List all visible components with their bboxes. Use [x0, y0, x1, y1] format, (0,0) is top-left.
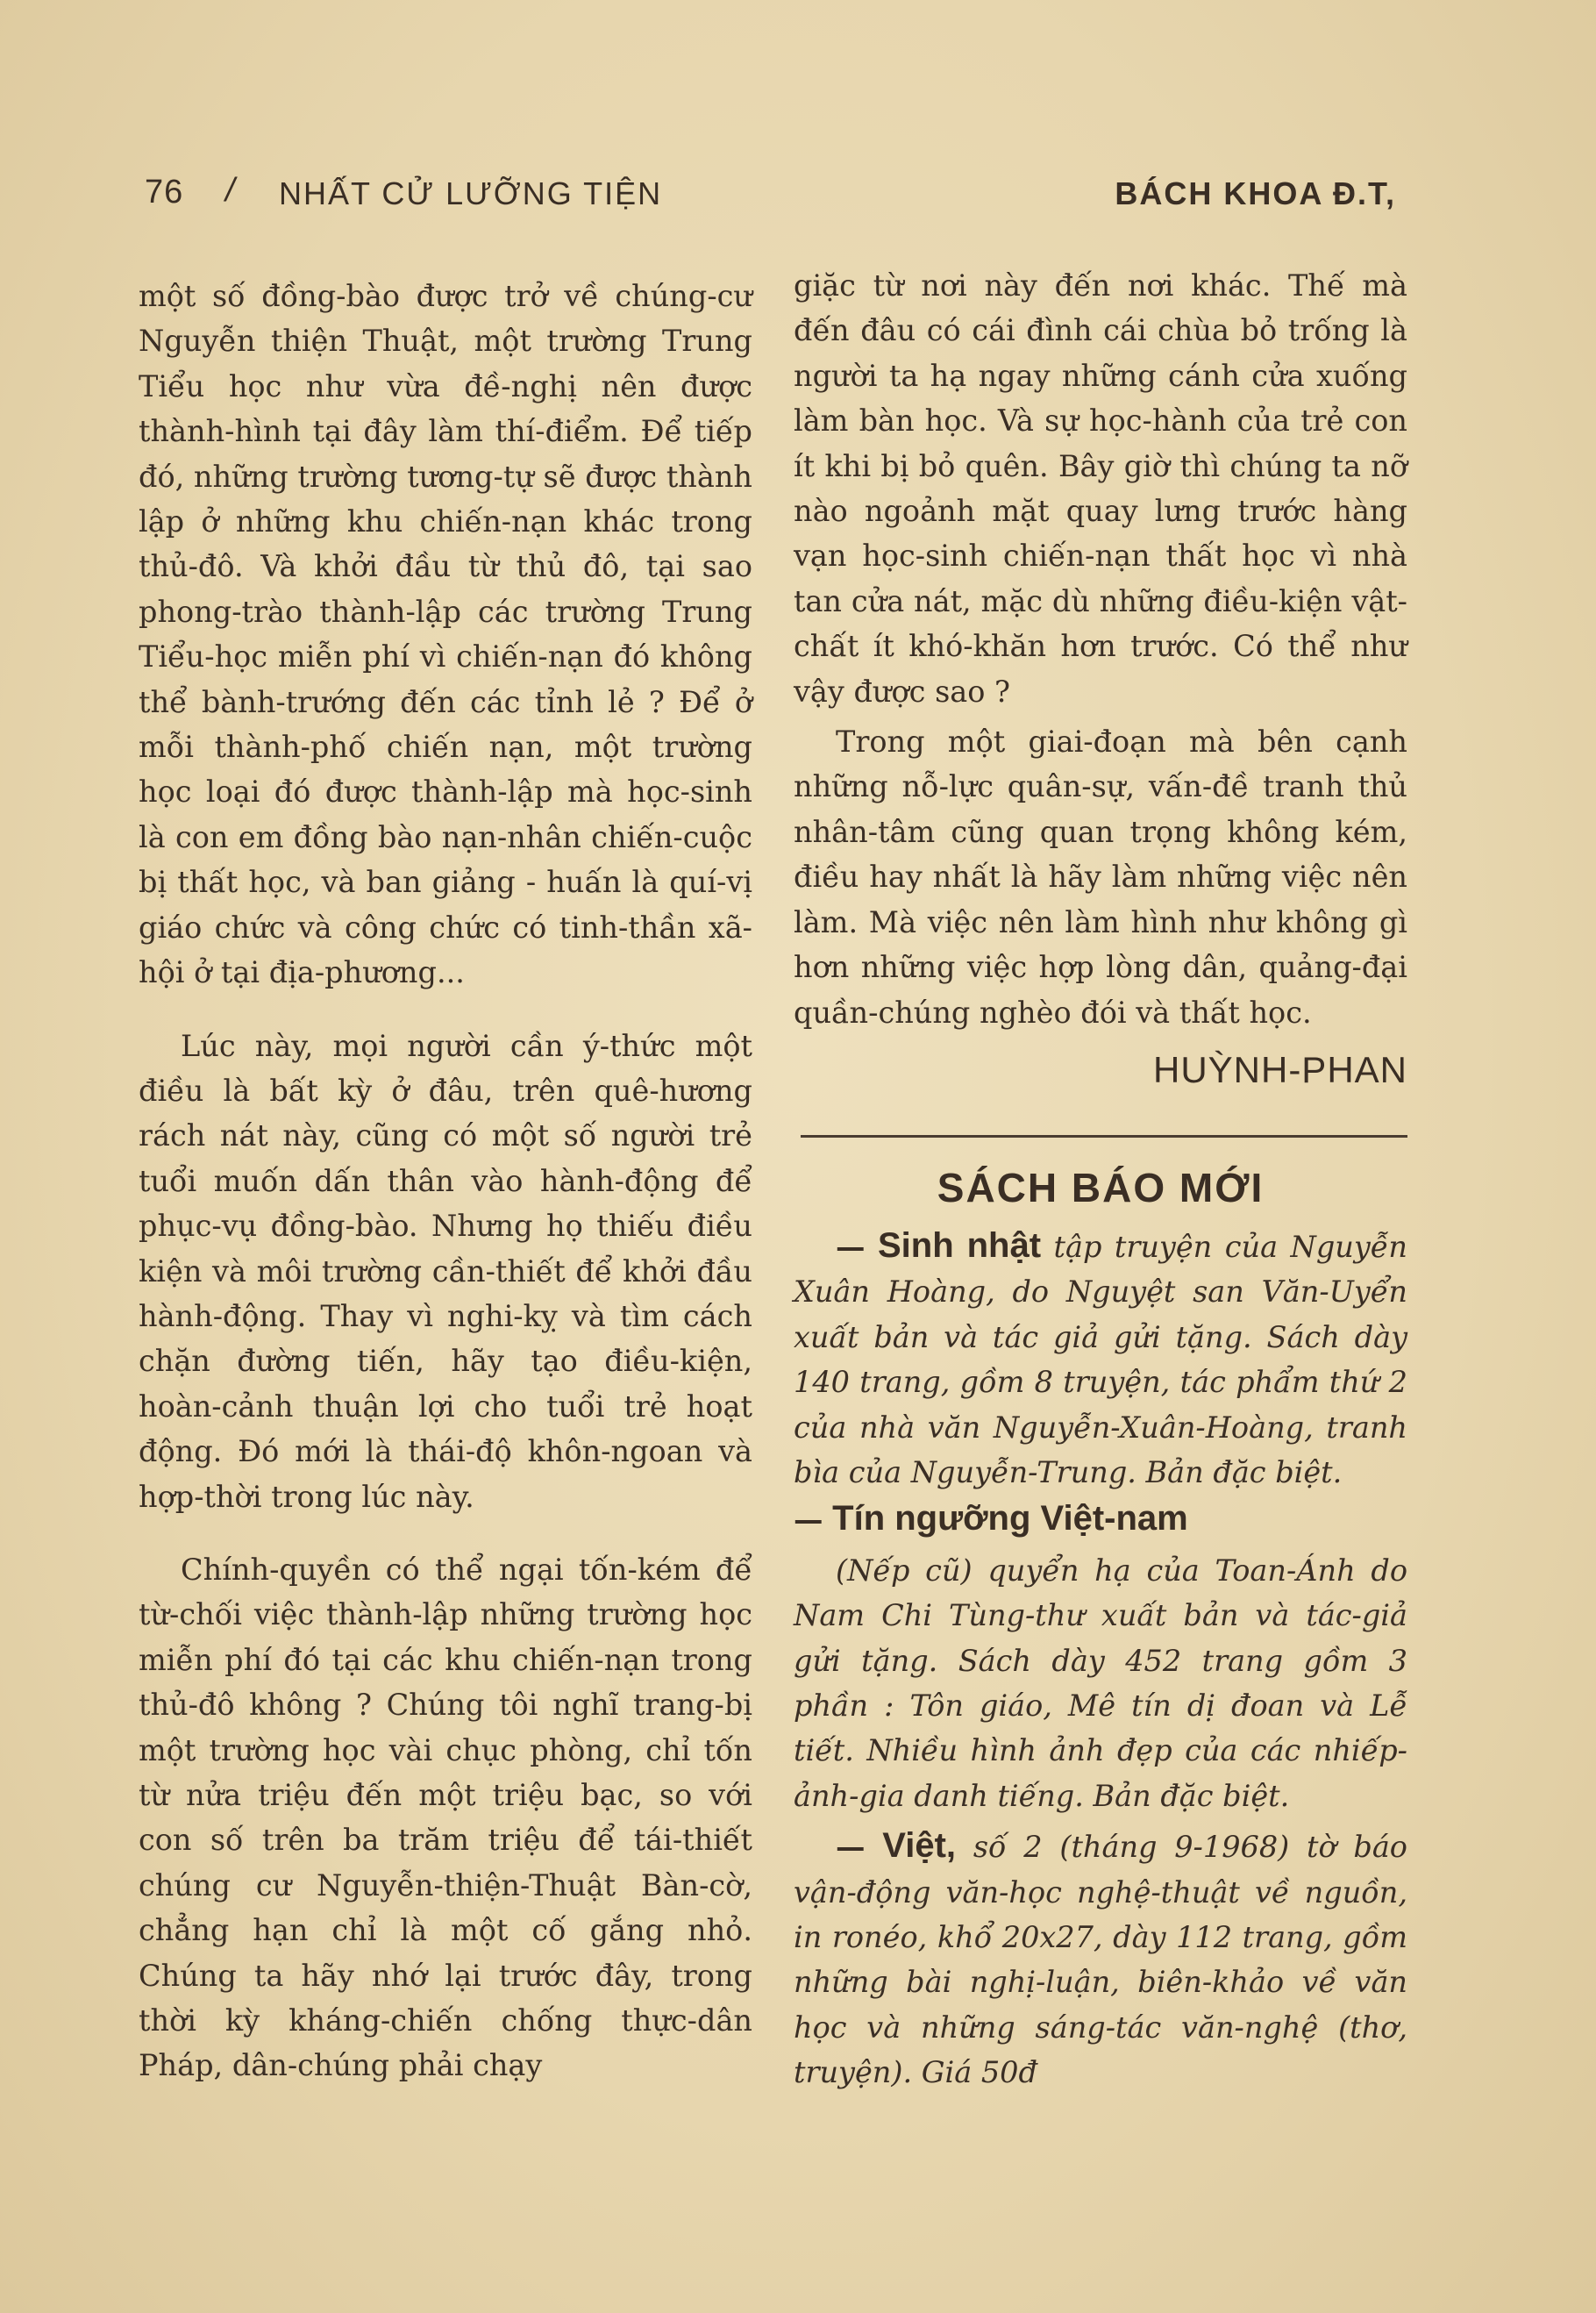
magazine-title-header: BÁCH KHOA Đ.T, — [1115, 175, 1396, 211]
article-paragraph: giặc từ nơi này đến nơi khác. Thế mà đến đâu có cái đình cái chùa bỏ trống là người ta hạ ngay những cánh cửa xuống làm bàn học. Và sự học-hành của trẻ con ít khi bị bỏ quên. Bây giờ thì chúng ta nỡ nào ngoảnh mặt quay lưng trước hàng vạn học-sinh chiến-nạn thất học vì nhà tan cửa nát, mặc dù những điều-kiện vật-chất ít khó-khăn hơn trước. Có thể như vậy được sao ? — [794, 268, 1407, 709]
book-description: (Nếp cũ) quyển hạ của Toan-Ánh do Nam Chi Tùng-thư xuất bản và tác-giả gửi tặng. Sách dày 452 trang gồm 3 phần : Tôn giáo, Mê tín dị đoan và Lễ tiết. Nhiều hình ảnh đẹp của các nhiếp-ảnh-gia danh tiếng. Bản đặc biệt. — [794, 1553, 1407, 1813]
book-entry-title — [794, 1496, 1407, 1542]
book-description: số 2 (tháng 9-1968) tờ báo vận-động văn-học nghệ-thuật về nguồn, in ronéo, khổ 20x27, dày 112 trang, gồm những bài nghị-luận, biên-khảo về văn học và những sáng-tác văn-nghệ (thơ, truyện). Giá 50đ — [794, 1830, 1407, 2090]
entry-dash: — — [836, 1229, 866, 1264]
book-entry — [794, 1824, 1407, 2095]
article-paragraph: Chính-quyền có thể ngại tốn-kém để từ-chối việc thành-lập những trường học miễn phí đó tại các khu chiến-nạn trong thủ-đô không ? Chúng tôi nghĩ trang-bị một trường học vài chục phòng, chỉ tốn từ nửa triệu đến một triệu bạc, so với con số trên ba trăm triệu để tái-thiết chúng cư Nguyễn-thiện-Thuật Bàn-cờ, chẳng hạn chỉ là một cố gắng nhỏ. Chúng ta hãy nhớ lại trước đây, trong thời kỳ kháng-chiến chống thực-dân Pháp, dân-chúng phải chạy — [139, 1552, 752, 2083]
article-paragraph: một số đồng-bào được trở về chúng-cư Nguyễn thiện Thuật, một trường Trung Tiểu học như vừa đề-nghị nên được thành-hình tại đây làm thí-điểm. Để tiếp đó, những trường tương-tự sẽ được thành lập ở những khu chiến-nạn khác trong thủ-đô. Và khởi đầu từ thủ đô, tại sao phong-trào thành-lập các trường Trung Tiểu-học miễn phí vì chiến-nạn đó không thể bành-trướng đến các tỉnh lẻ ? Để ở mỗi thành-phố chiến nạn, một trường học loại đó được thành-lập mà học-sinh là con em đồng bào nạn-nhân chiến-cuộc bị thất học, và ban giảng - huấn là quí-vị giáo chức và công chức có tinh-thần xã-hội ở tại địa-phương... — [139, 279, 752, 990]
running-header — [0, 167, 1596, 219]
book-entry — [794, 1548, 1407, 1818]
left-column — [139, 274, 752, 2088]
right-column — [794, 263, 1407, 2095]
header-separator: / — [225, 172, 235, 209]
entry-dash: — — [794, 1503, 823, 1538]
article-paragraph: Trong một giai-đoạn mà bên cạnh những nỗ-lực quân-sự, vấn-đề tranh thủ nhân-tâm cũng quan trọng không kém, điều hay nhất là hãy làm những việc nên làm. Mà việc nên làm hình như không gì hơn những việc hợp lòng dân, quảng-đại quần-chúng nghèo đói và thất học. — [794, 725, 1407, 1030]
book-description: tập truyện của Nguyễn Xuân Hoàng, do Nguyệt san Văn-Uyển xuất bản và tác giả gửi tặng. Sách dày 140 trang, gồm 8 truyện, tác phẩm thứ 2 của nhà văn Nguyễn-Xuân-Hoàng, tranh bìa của Nguyễn-Trung. Bản đặc biệt. — [794, 1229, 1407, 1489]
article-author: HUỲNH-PHAN — [1152, 1048, 1407, 1090]
article-title-header: NHẤT CỬ LƯỠNG TIỆN — [279, 175, 663, 211]
entry-dash: — — [836, 1830, 866, 1865]
section-divider — [801, 1135, 1407, 1138]
book-entry — [794, 1224, 1407, 1495]
book-name: Việt, — [882, 1826, 957, 1866]
book-name: Sinh nhật — [877, 1225, 1042, 1265]
book-name: Tín ngưỡng Việt-nam — [832, 1499, 1188, 1538]
page-number: 76 — [145, 174, 184, 211]
article-paragraph: Lúc này, mọi người cần ý-thức một điều là bất kỳ ở đâu, trên quê-hương rách nát này, cũng có một số người trẻ tuổi muốn dấn thân vào hành-động để phục-vụ đồng-bào. Nhưng họ thiếu điều kiện và môi trường cần-thiết để khởi đầu hành-động. Thay vì nghi-kỵ và tìm cách chặn đường tiến, hãy tạo điều-kiện, hoàn-cảnh thuận lợi cho tuổi trẻ hoạt động. Đó mới là thái-độ khôn-ngoan và hợp-thời trong lúc này. — [139, 1028, 752, 1514]
section-title: SÁCH BÁO MỚI — [937, 1164, 1265, 1210]
